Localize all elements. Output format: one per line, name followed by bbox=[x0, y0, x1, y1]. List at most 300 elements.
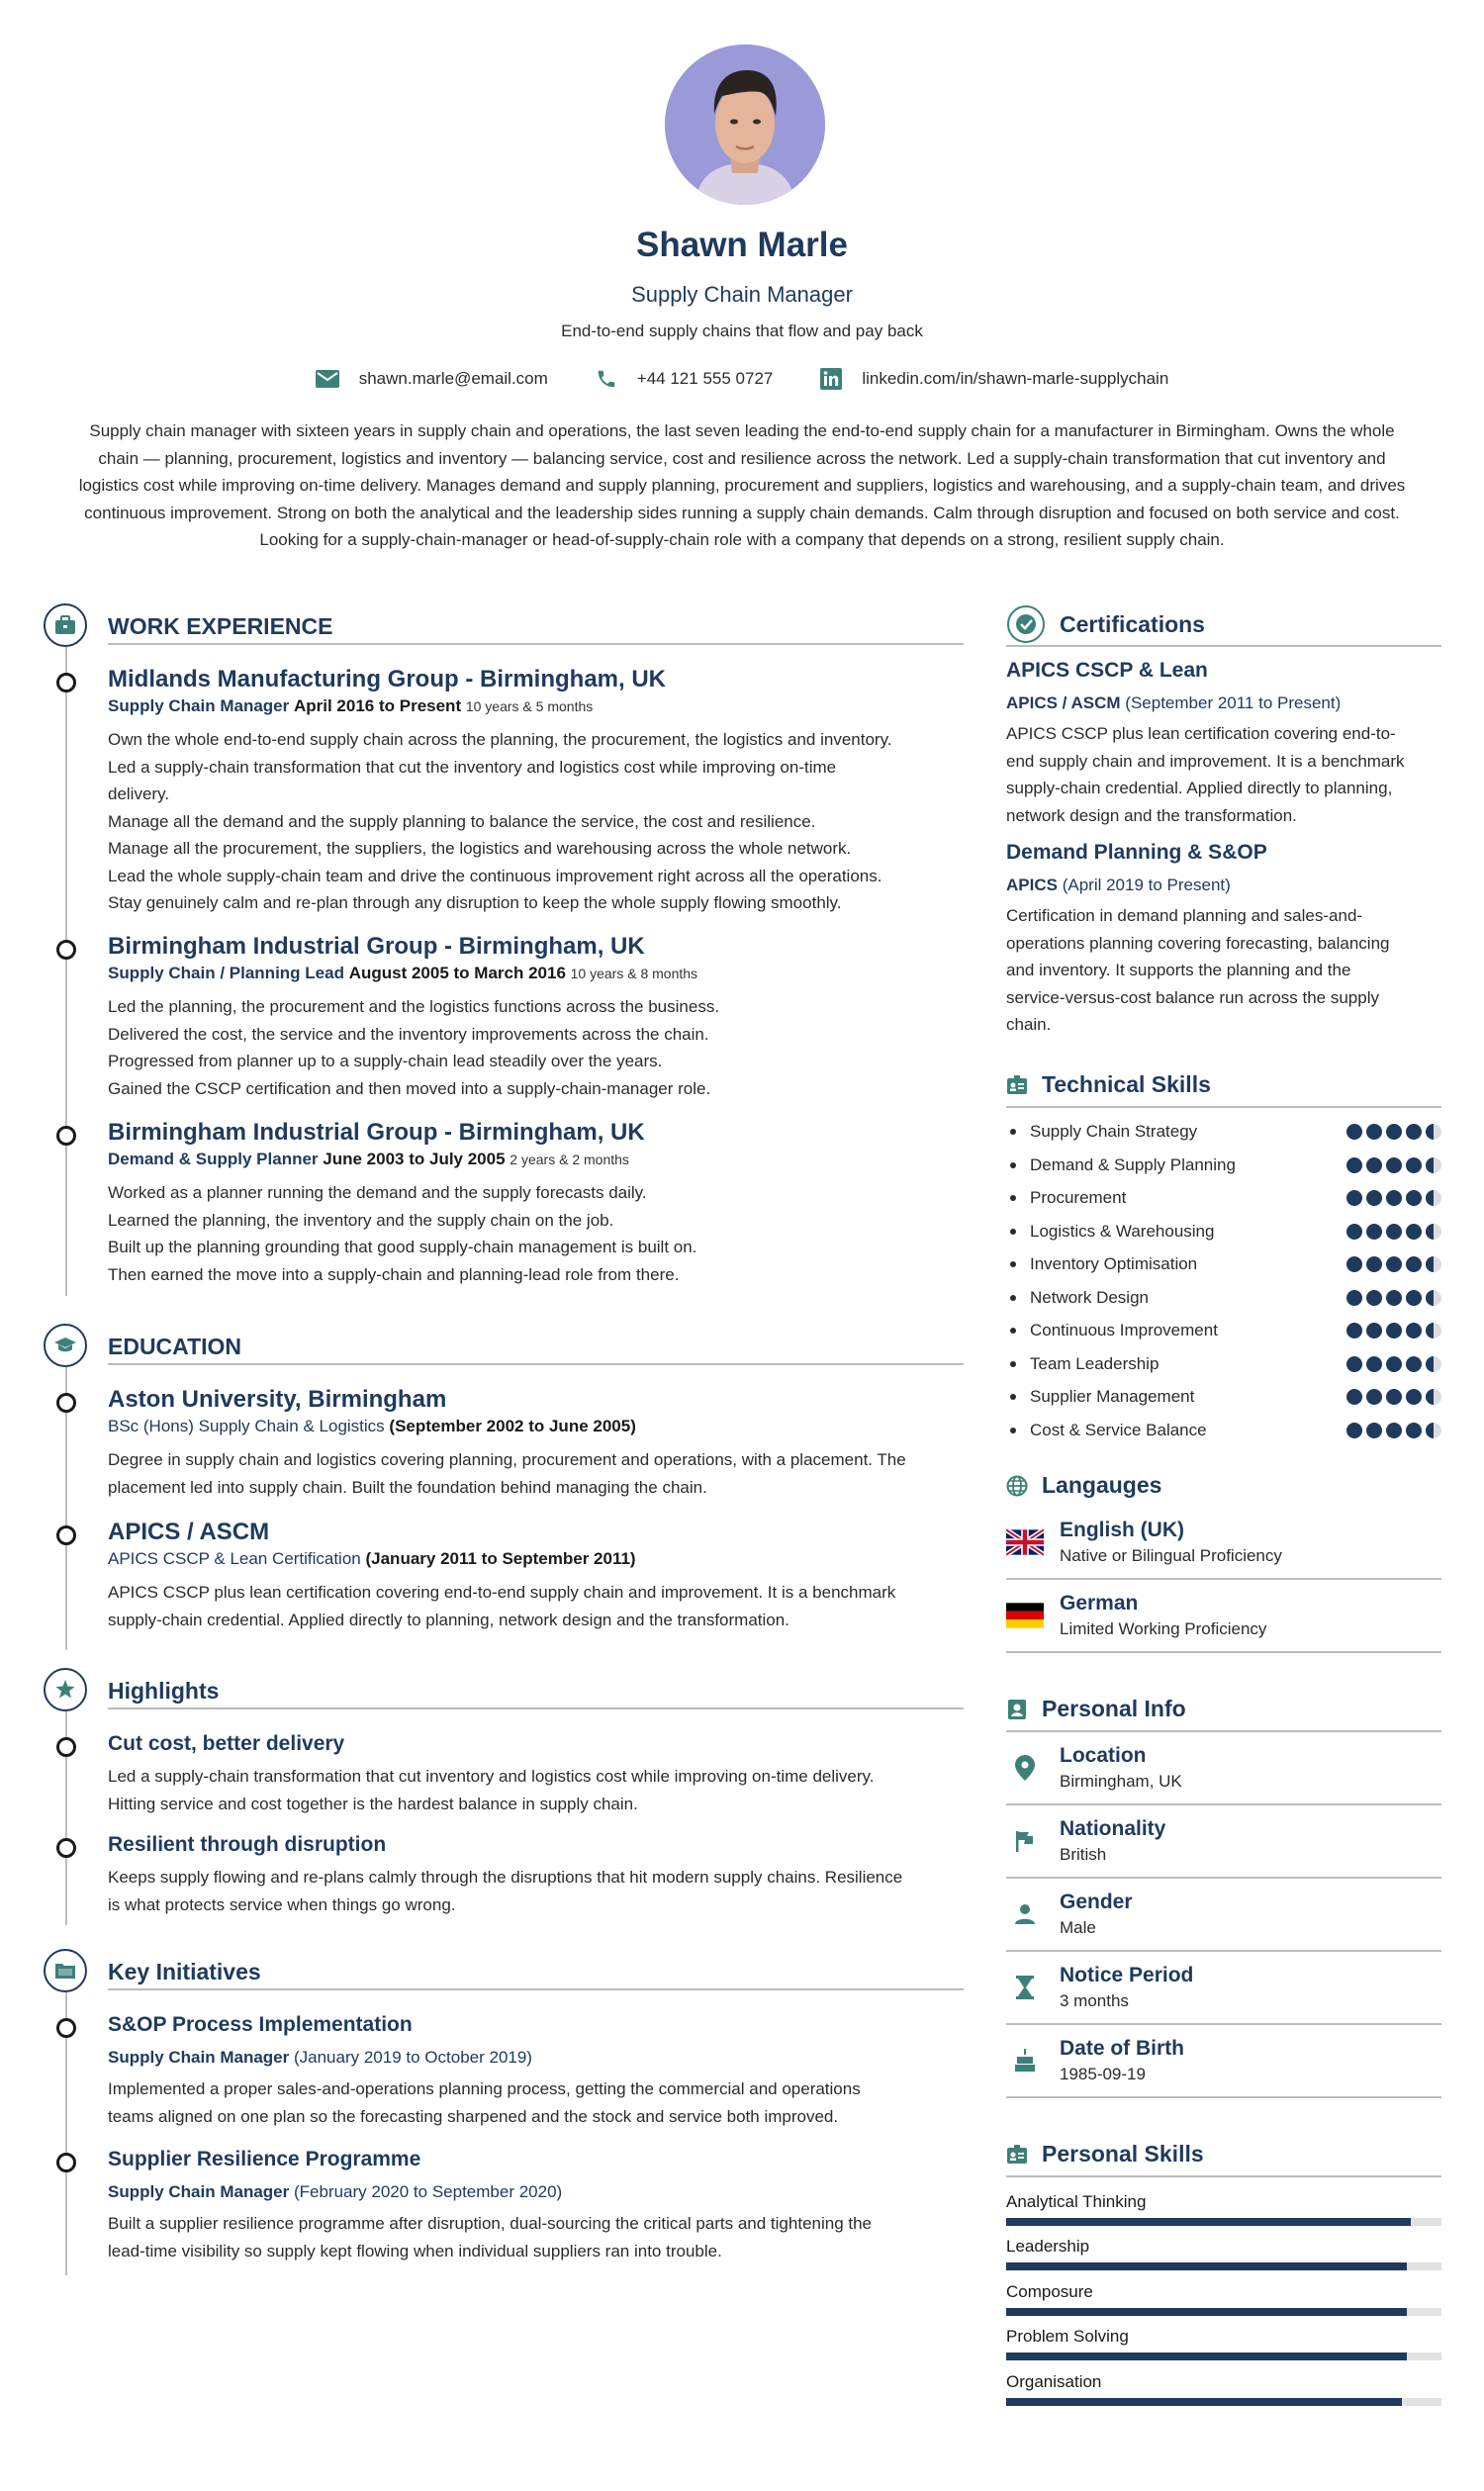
section-title: Technical Skills bbox=[1042, 1071, 1211, 1097]
skill-bar-fill bbox=[1006, 2262, 1407, 2270]
initiative-dates: (January 2019 to October 2019) bbox=[293, 2048, 532, 2067]
skill-name-wrap bbox=[1006, 1387, 1194, 1407]
personal-skill-label: Leadership bbox=[1006, 2237, 1090, 2256]
personal-info-item bbox=[1006, 2025, 1441, 2098]
technical-skill-row bbox=[1006, 1281, 1441, 1315]
technical-skill-row bbox=[1006, 1116, 1441, 1150]
rating-dot bbox=[1386, 1356, 1402, 1372]
initiative-role: Supply Chain Manager bbox=[108, 2182, 290, 2201]
job-description bbox=[108, 726, 964, 917]
main-column bbox=[44, 603, 964, 2260]
bullet-icon bbox=[1010, 1129, 1016, 1135]
technical-skill-row bbox=[1006, 1414, 1441, 1447]
personal-info-item bbox=[1006, 1805, 1441, 1879]
skill-rating bbox=[1346, 1190, 1441, 1206]
graduation-cap-icon bbox=[44, 1324, 87, 1367]
person-icon bbox=[1014, 1903, 1036, 1925]
technical-skill-row bbox=[1006, 1381, 1441, 1415]
highlights-section bbox=[44, 1668, 964, 1925]
education-entry bbox=[44, 1518, 964, 1633]
highlight-title: Cut cost, better delivery bbox=[108, 1732, 345, 1755]
languages-section bbox=[1006, 1465, 1441, 1653]
timeline-dot bbox=[56, 1525, 76, 1545]
personal-skill bbox=[1006, 2191, 1441, 2237]
id-badge-icon bbox=[1006, 2144, 1028, 2166]
rating-dot bbox=[1406, 1323, 1422, 1338]
folder-icon bbox=[44, 1949, 87, 1992]
timeline-dot bbox=[56, 2153, 76, 2172]
certification-issuer: APICS / ASCM bbox=[1006, 693, 1121, 712]
highlight-line: Keeps supply flowing and re-plans calmly through the disruptions that hit modern supply chains. Resilience bbox=[108, 1868, 903, 1887]
info-value: British bbox=[1060, 1844, 1107, 1864]
skill-name-wrap bbox=[1006, 1288, 1149, 1308]
certification-title: APICS CSCP & Lean bbox=[1006, 659, 1208, 682]
degree: APICS CSCP & Lean Certification bbox=[108, 1549, 361, 1568]
personal-skill-label: Organisation bbox=[1006, 2371, 1102, 2391]
timeline-dot bbox=[56, 1393, 76, 1413]
birthday-cake-icon bbox=[1014, 2049, 1036, 2073]
info-value: 1985-09-19 bbox=[1060, 2064, 1146, 2083]
rating-dot bbox=[1346, 1356, 1362, 1372]
certifications-section bbox=[1006, 603, 1441, 1039]
education-dates: (January 2011 to September 2011) bbox=[365, 1549, 636, 1568]
job-role: Supply Chain / Planning Lead bbox=[108, 964, 344, 982]
rating-dot bbox=[1386, 1124, 1402, 1140]
education-line: placement led into supply chain. Built the foundation behind managing the chain. bbox=[108, 1477, 707, 1497]
skill-rating bbox=[1346, 1323, 1441, 1338]
skill-name: Supply Chain Strategy bbox=[1030, 1122, 1198, 1142]
skill-name: Supplier Management bbox=[1030, 1387, 1195, 1407]
job-line: delivery. bbox=[108, 784, 170, 803]
linkedin-icon bbox=[820, 368, 842, 390]
personal-skill-label: Problem Solving bbox=[1006, 2327, 1129, 2346]
rating-dot bbox=[1386, 1423, 1402, 1438]
language-level: Native or Bilingual Proficiency bbox=[1060, 1545, 1282, 1565]
initiative-line: Built a supplier resilience programme after disruption, dual-sourcing the critical parts and tightening the bbox=[108, 2214, 873, 2233]
rating-dot bbox=[1366, 1224, 1382, 1240]
skill-bar-track bbox=[1006, 2398, 1441, 2406]
skill-bar-fill bbox=[1006, 2308, 1407, 2316]
language-item bbox=[1006, 1507, 1441, 1580]
section-divider bbox=[1006, 645, 1441, 647]
job-line: Built up the planning grounding that good supply-chain management is built on. bbox=[108, 1238, 697, 1256]
initiative-line: lead-time visibility so supply kept flowing when individual suppliers ran into trouble. bbox=[108, 2241, 722, 2260]
job-line: Led a supply-chain transformation that cut the inventory and logistics cost while improving on-time bbox=[108, 757, 837, 777]
rating-dot bbox=[1386, 1256, 1402, 1272]
education-line: APICS CSCP plus lean certification covering end-to-end supply chain and improvement. It is a benchmark bbox=[108, 1583, 896, 1602]
education-description bbox=[108, 1446, 964, 1501]
rating-dot bbox=[1426, 1323, 1441, 1338]
highlight-description bbox=[108, 1763, 964, 1817]
personal-skill bbox=[1006, 2281, 1441, 2327]
email-contact[interactable] bbox=[316, 368, 548, 390]
job-dates: June 2003 to July 2005 bbox=[323, 1150, 506, 1168]
rating-dot bbox=[1426, 1356, 1441, 1372]
rating-dot bbox=[1366, 1356, 1382, 1372]
technical-skill-row bbox=[1006, 1315, 1441, 1348]
bullet-icon bbox=[1010, 1162, 1016, 1168]
initiative-role: Supply Chain Manager bbox=[108, 2048, 290, 2067]
section-title: EDUCATION bbox=[108, 1334, 242, 1359]
rating-dot bbox=[1386, 1389, 1402, 1405]
contact-card-icon bbox=[1006, 1699, 1028, 1720]
certification-line: and inventory. It supports the planning and the bbox=[1006, 961, 1351, 979]
rating-dot bbox=[1366, 1389, 1382, 1405]
info-label: Gender bbox=[1060, 1890, 1133, 1913]
rating-dot bbox=[1406, 1224, 1422, 1240]
certification-line: APICS CSCP plus lean certification covering end-to- bbox=[1006, 724, 1396, 743]
rating-dot bbox=[1426, 1256, 1441, 1272]
rating-dot bbox=[1406, 1190, 1422, 1206]
skill-name: Team Leadership bbox=[1030, 1353, 1159, 1373]
globe-icon bbox=[1006, 1475, 1028, 1497]
certification-dates: (April 2019 to Present) bbox=[1062, 876, 1231, 894]
rating-dot bbox=[1406, 1256, 1422, 1272]
skill-name-wrap bbox=[1006, 1155, 1236, 1175]
bullet-icon bbox=[1010, 1328, 1016, 1334]
hourglass-icon bbox=[1016, 1976, 1034, 1999]
certification-line: Certification in demand planning and sales-and- bbox=[1006, 906, 1363, 925]
initiative-title: S&OP Process Implementation bbox=[108, 2013, 413, 2036]
job-entry bbox=[44, 1118, 964, 1288]
rating-dot bbox=[1406, 1290, 1422, 1306]
rating-dot bbox=[1366, 1290, 1382, 1306]
job-duration: 10 years & 5 months bbox=[465, 698, 594, 714]
skill-rating bbox=[1346, 1124, 1441, 1140]
skill-name-wrap bbox=[1006, 1222, 1214, 1242]
skill-name-wrap bbox=[1006, 1421, 1207, 1440]
skill-name: Continuous Improvement bbox=[1030, 1321, 1218, 1340]
job-entry bbox=[44, 665, 964, 917]
timeline-dot bbox=[56, 673, 76, 692]
certification-line: network design and the transformation. bbox=[1006, 805, 1297, 825]
rating-dot bbox=[1406, 1356, 1422, 1372]
rating-dot bbox=[1426, 1190, 1441, 1206]
rating-dot bbox=[1406, 1389, 1422, 1405]
bullet-icon bbox=[1010, 1394, 1016, 1400]
skill-name-wrap bbox=[1006, 1321, 1218, 1340]
section-title: Highlights bbox=[108, 1678, 220, 1704]
certification-entry bbox=[1006, 657, 1441, 829]
section-divider bbox=[108, 643, 964, 645]
skill-name-wrap bbox=[1006, 1188, 1126, 1208]
email-icon bbox=[316, 370, 339, 388]
skill-name-wrap bbox=[1006, 1122, 1197, 1142]
info-value: Birmingham, UK bbox=[1060, 1771, 1182, 1791]
job-dates: April 2016 to Present bbox=[293, 696, 462, 715]
job-company: Midlands Manufacturing Group - Birmingham, UK bbox=[108, 666, 666, 692]
job-role: Supply Chain Manager bbox=[108, 696, 290, 715]
certification-entry bbox=[1006, 839, 1441, 1039]
initiative-entry bbox=[44, 2145, 964, 2264]
certification-line: chain. bbox=[1006, 1015, 1052, 1034]
timeline-dot bbox=[56, 1737, 76, 1757]
section-title: Langauges bbox=[1042, 1472, 1162, 1498]
certification-title: Demand Planning & S&OP bbox=[1006, 841, 1267, 864]
rating-dot bbox=[1386, 1157, 1402, 1173]
skill-bar-fill bbox=[1006, 2398, 1402, 2406]
skill-bar-track bbox=[1006, 2353, 1441, 2360]
rating-dot bbox=[1346, 1323, 1362, 1338]
skill-bar-track bbox=[1006, 2308, 1441, 2316]
job-role: Demand & Supply Planner bbox=[108, 1150, 319, 1168]
rating-dot bbox=[1366, 1423, 1382, 1438]
rating-dot bbox=[1426, 1290, 1441, 1306]
technical-skills-list bbox=[1006, 1116, 1441, 1447]
certification-issuer: APICS bbox=[1006, 876, 1058, 894]
timeline-dot bbox=[56, 2018, 76, 2038]
contact-bar bbox=[0, 368, 1484, 390]
timeline-dot bbox=[56, 1838, 76, 1858]
rating-dot bbox=[1386, 1224, 1402, 1240]
phone-icon bbox=[596, 368, 617, 390]
personal-info-item bbox=[1006, 1879, 1441, 1952]
tagline: End-to-end supply chains that flow and pay back bbox=[561, 322, 923, 340]
job-line: Worked as a planner running the demand and the supply forecasts daily. bbox=[108, 1183, 647, 1202]
highlight-line: Led a supply-chain transformation that cut inventory and logistics cost while improving on-time delivery. bbox=[108, 1767, 875, 1786]
skill-rating bbox=[1346, 1389, 1441, 1405]
language-level: Limited Working Proficiency bbox=[1060, 1618, 1267, 1638]
personal-info-section bbox=[1006, 1689, 1441, 2098]
skill-name: Procurement bbox=[1030, 1188, 1127, 1208]
skill-rating bbox=[1346, 1157, 1441, 1173]
bullet-icon bbox=[1010, 1295, 1016, 1301]
education-entry bbox=[44, 1385, 964, 1501]
skill-bar-fill bbox=[1006, 2353, 1407, 2360]
school-name: APICS / ASCM bbox=[108, 1519, 270, 1545]
education-line: supply-chain credential. Applied directly to planning, network design and the transformation. bbox=[108, 1610, 789, 1629]
rating-dot bbox=[1346, 1224, 1362, 1240]
rating-dot bbox=[1426, 1224, 1441, 1240]
rating-dot bbox=[1346, 1256, 1362, 1272]
section-title: Personal Skills bbox=[1042, 2141, 1204, 2167]
sidebar-column bbox=[1006, 603, 1441, 2416]
education-description bbox=[108, 1579, 964, 1633]
rating-dot bbox=[1366, 1190, 1382, 1206]
initiative-title: Supplier Resilience Programme bbox=[108, 2148, 421, 2170]
section-title: Certifications bbox=[1060, 610, 1205, 637]
rating-dot bbox=[1386, 1190, 1402, 1206]
job-line: Stay genuinely calm and re-plan through any disruption to keep the whole supply flowing smoothly. bbox=[108, 893, 842, 912]
highlight-line: Hitting service and cost together is the hardest balance in supply chain. bbox=[108, 1794, 638, 1813]
skill-name: Demand & Supply Planning bbox=[1030, 1154, 1236, 1174]
certification-description bbox=[1006, 902, 1441, 1039]
job-line: Manage all the demand and the supply planning to balance the service, the cost and resilience. bbox=[108, 811, 816, 831]
rating-dot bbox=[1386, 1290, 1402, 1306]
linkedin-text: linkedin.com/in/shawn-marle-supplychain bbox=[862, 369, 1169, 388]
info-label: Location bbox=[1060, 1743, 1147, 1767]
personal-skill bbox=[1006, 2236, 1441, 2281]
job-line: Led the planning, the procurement and the logistics functions across the business. bbox=[108, 997, 720, 1016]
skill-rating bbox=[1346, 1224, 1441, 1240]
technical-skill-row bbox=[1006, 1248, 1441, 1282]
bullet-icon bbox=[1010, 1361, 1016, 1367]
rating-dot bbox=[1346, 1423, 1362, 1438]
personal-info-item bbox=[1006, 1952, 1441, 2025]
personal-skills-list bbox=[1006, 2191, 1441, 2417]
linkedin-contact[interactable] bbox=[820, 368, 1168, 390]
phone-text: +44 121 555 0727 bbox=[636, 369, 774, 388]
language-name: English (UK) bbox=[1060, 1518, 1184, 1541]
skill-name-wrap bbox=[1006, 1354, 1159, 1374]
skill-rating bbox=[1346, 1356, 1441, 1372]
email-text: shawn.marle@email.com bbox=[358, 369, 548, 388]
skill-name: Network Design bbox=[1030, 1287, 1149, 1307]
initiative-entry bbox=[44, 2010, 964, 2130]
uk-flag-icon bbox=[1006, 1528, 1044, 1556]
section-divider bbox=[1006, 2175, 1441, 2177]
rating-dot bbox=[1346, 1157, 1362, 1173]
flag-icon bbox=[1015, 1830, 1035, 1852]
star-badge-icon bbox=[44, 1668, 87, 1711]
info-label: Notice Period bbox=[1060, 1963, 1194, 1986]
initiative-line: teams aligned on one plan so the forecasting sharpened and the stock and service both improved. bbox=[108, 2106, 839, 2126]
job-line: Own the whole end-to-end supply chain across the planning, the procurement, the logistics and inventory. bbox=[108, 730, 892, 749]
highlight-title: Resilient through disruption bbox=[108, 1833, 387, 1856]
technical-skill-row bbox=[1006, 1182, 1441, 1216]
highlight-entry bbox=[44, 1729, 964, 1817]
section-title: WORK EXPERIENCE bbox=[108, 613, 333, 639]
personal-info-item bbox=[1006, 1732, 1441, 1805]
job-duration: 10 years & 8 months bbox=[570, 966, 698, 981]
degree: BSc (Hons) Supply Chain & Logistics bbox=[108, 1417, 385, 1435]
rating-dot bbox=[1366, 1157, 1382, 1173]
job-line: Then earned the move into a supply-chain and planning-lead role from there. bbox=[108, 1264, 680, 1284]
bullet-icon bbox=[1010, 1428, 1016, 1433]
initiative-line: Implemented a proper sales-and-operations planning process, getting the commercial and operations bbox=[108, 2079, 861, 2098]
personal-skill-label: Analytical Thinking bbox=[1006, 2191, 1147, 2211]
technical-skill-row bbox=[1006, 1347, 1441, 1381]
rating-dot bbox=[1426, 1157, 1441, 1173]
bullet-icon bbox=[1010, 1261, 1016, 1267]
job-duration: 2 years & 2 months bbox=[510, 1152, 629, 1167]
certificate-badge-icon bbox=[1006, 604, 1046, 644]
section-title: Personal Info bbox=[1042, 1696, 1186, 1721]
skill-name: Cost & Service Balance bbox=[1030, 1420, 1207, 1439]
job-line: Delivered the cost, the service and the inventory improvements across the chain. bbox=[108, 1024, 709, 1044]
language-item bbox=[1006, 1580, 1441, 1653]
section-divider bbox=[108, 1707, 964, 1709]
job-entry bbox=[44, 932, 964, 1102]
profile-photo bbox=[665, 45, 825, 205]
technical-skills-section bbox=[1006, 1064, 1441, 1447]
initiative-description bbox=[108, 2076, 964, 2130]
certification-line: end supply chain and improvement. It is a benchmark bbox=[1006, 751, 1405, 771]
rating-dot bbox=[1346, 1389, 1362, 1405]
briefcase-icon bbox=[44, 603, 87, 647]
skill-rating bbox=[1346, 1290, 1441, 1306]
job-line: Progressed from planner up to a supply-chain lead steadily over the years. bbox=[108, 1052, 663, 1070]
highlight-entry bbox=[44, 1830, 964, 1918]
bullet-icon bbox=[1010, 1229, 1016, 1235]
job-company: Birmingham Industrial Group - Birmingham, UK bbox=[108, 1119, 645, 1146]
technical-skill-row bbox=[1006, 1149, 1441, 1182]
skill-bar-fill bbox=[1006, 2218, 1411, 2226]
rating-dot bbox=[1386, 1323, 1402, 1338]
section-divider bbox=[1006, 1106, 1441, 1108]
rating-dot bbox=[1406, 1124, 1422, 1140]
job-line: Manage all the procurement, the suppliers, the logistics and warehousing across the whole network. bbox=[108, 839, 852, 858]
certification-line: operations planning covering forecasting, balancing bbox=[1006, 933, 1390, 953]
certification-description bbox=[1006, 720, 1441, 829]
certification-dates: (September 2011 to Present) bbox=[1125, 693, 1342, 712]
skill-rating bbox=[1346, 1256, 1441, 1272]
rating-dot bbox=[1426, 1423, 1441, 1438]
language-name: German bbox=[1060, 1591, 1139, 1615]
skill-name: Inventory Optimisation bbox=[1030, 1254, 1198, 1274]
rating-dot bbox=[1426, 1124, 1441, 1140]
initiative-description bbox=[108, 2210, 964, 2264]
personal-skills-section bbox=[1006, 2134, 1441, 2417]
rating-dot bbox=[1406, 1157, 1422, 1173]
job-line: Learned the planning, the inventory and the supply chain on the job. bbox=[108, 1210, 614, 1230]
highlight-line: is what protects service when things go wrong. bbox=[108, 1894, 456, 1914]
work-experience-section bbox=[44, 603, 964, 1296]
school-name: Aston University, Birmingham bbox=[108, 1386, 447, 1413]
skill-bar-track bbox=[1006, 2218, 1441, 2226]
info-value: 3 months bbox=[1060, 1990, 1129, 2010]
candidate-name: Shawn Marle bbox=[636, 226, 848, 264]
education-line: Degree in supply chain and logistics covering planning, procurement and operations, with a placement. The bbox=[108, 1450, 906, 1469]
education-section bbox=[44, 1324, 964, 1650]
section-title: Key Initiatives bbox=[108, 1959, 261, 1984]
location-pin-icon bbox=[1015, 1755, 1035, 1781]
rating-dot bbox=[1346, 1124, 1362, 1140]
timeline-dot bbox=[56, 1126, 76, 1146]
job-dates: August 2005 to March 2016 bbox=[348, 964, 566, 982]
education-dates: (September 2002 to June 2005) bbox=[389, 1417, 636, 1435]
section-divider bbox=[108, 1363, 964, 1365]
job-description bbox=[108, 993, 964, 1102]
phone-contact[interactable] bbox=[596, 368, 774, 390]
technical-skill-row bbox=[1006, 1215, 1441, 1248]
initiative-dates: (February 2020 to September 2020) bbox=[293, 2182, 563, 2201]
rating-dot bbox=[1346, 1290, 1362, 1306]
rating-dot bbox=[1346, 1190, 1362, 1206]
rating-dot bbox=[1366, 1323, 1382, 1338]
personal-skill bbox=[1006, 2371, 1441, 2417]
certification-line: service-versus-cost balance run across the supply bbox=[1006, 987, 1379, 1007]
job-line: Lead the whole supply-chain team and drive the continuous improvement right across all the operations. bbox=[108, 866, 882, 885]
certification-line: supply-chain credential. Applied directly to planning, bbox=[1006, 779, 1393, 797]
job-line: Gained the CSCP certification and then moved into a supply-chain-manager role. bbox=[108, 1078, 711, 1098]
id-badge-icon bbox=[1006, 1074, 1028, 1096]
rating-dot bbox=[1366, 1124, 1382, 1140]
germany-flag-icon bbox=[1006, 1602, 1044, 1629]
personal-skill-label: Composure bbox=[1006, 2281, 1093, 2301]
rating-dot bbox=[1406, 1423, 1422, 1438]
section-divider bbox=[108, 1988, 964, 1990]
personal-skill bbox=[1006, 2326, 1441, 2371]
job-company: Birmingham Industrial Group - Birmingham, UK bbox=[108, 933, 645, 960]
rating-dot bbox=[1366, 1256, 1382, 1272]
info-label: Nationality bbox=[1060, 1816, 1166, 1840]
skill-name: Logistics & Warehousing bbox=[1030, 1221, 1215, 1241]
skill-rating bbox=[1346, 1423, 1441, 1438]
key-initiatives-section bbox=[44, 1949, 964, 2275]
timeline-dot bbox=[56, 940, 76, 960]
rating-dot bbox=[1426, 1389, 1441, 1405]
candidate-title: Supply Chain Manager bbox=[631, 282, 853, 307]
skill-name-wrap bbox=[1006, 1254, 1197, 1274]
info-value: Male bbox=[1060, 1917, 1096, 1937]
job-description bbox=[108, 1179, 964, 1288]
skill-bar-track bbox=[1006, 2262, 1441, 2270]
profile-summary: Supply chain manager with sixteen years in supply chain and operations, the last seven leading the end-to-end supply chain for a manufacturer in Birmingham. Owns the whole chain — planning, procurement, logistics and inventory — balancing service, cost and resilience across the network. Led a supply-chain transformation that cut inventory and logistics cost while improving on-time delivery. Manages demand and supply planning, procurement and suppliers, logistics and warehousing, and a supply-chain team, and drives continuous improvement. Strong on both the analytical and the leadership sides running a supply chain demands. Calm through disruption and focused on both service and cost. Looking for a supply-chain-manager or head-of-supply-chain role with a company that depends on a strong, resilient supply chain. bbox=[78, 421, 1406, 549]
highlight-description bbox=[108, 1864, 964, 1918]
info-label: Date of Birth bbox=[1060, 2036, 1184, 2060]
bullet-icon bbox=[1010, 1195, 1016, 1201]
